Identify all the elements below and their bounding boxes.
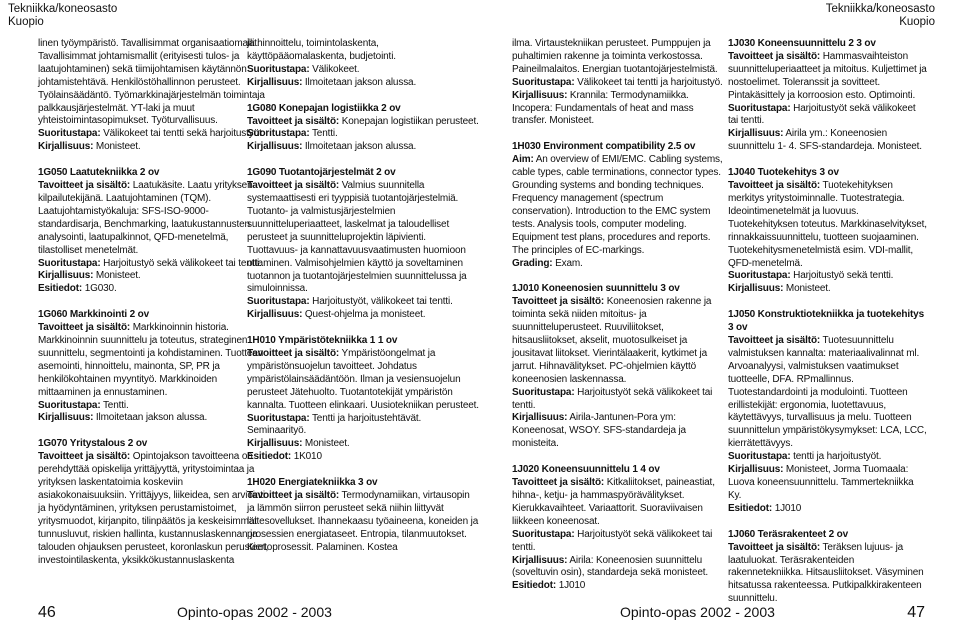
field-value: Tuotesuunnittelu valmistuksen kannalta: materiaalivalinnat ml. Arvoanalyysi, valmistuksen vaatimukset tuotteelle, DFA. RPmallinnus. Tuotestandardointi ja modulointi. Tuotteen erillistekijät: ergonomia, luotettavuus, käytettävyys, turvallisuus ja melu. Tuotteen suunnittelun ympäristökysymykset: LCA, LCC, kierrätettävyys.: [728, 335, 927, 450]
field-value: Termodynamiikan, virtausopin ja lämmön siirron perusteet sekä niihin liittyvät laitesovellukset. Ihannekaasu työaineena, koneiden ja prosessien energiataseet. Entropia, tilanmuutokset. Kiertoprosessit. Palaminen. Kostea: [247, 490, 479, 553]
field-value: Teräksen lujuus- ja laatuluokat. Teräsrakenteiden rakennetekniikka. Hitsausliitokset. Väsyminen hitsatussa rakenteessa. Putkipalkkirakenteen suunnittelu.: [728, 541, 924, 605]
field-value: Koneenosien rakenne ja toiminta sekä niiden mitoitus- ja suunnitteluperusteet. Ruuviliitokset, hitsausliitokset, akselit, muotosulkeiset ja jousitavat liitokset. Vierintälaakerit, kytkimet ja jarrut. Hihnavälitykset. PC-ohjelmien käyttö koneenosien laskennassa.: [512, 296, 712, 385]
footer-title-right: Opinto-opas 2002 - 2003: [620, 604, 775, 620]
course-field: [512, 387, 726, 413]
course-field: [247, 141, 479, 154]
field-label: Kirjallisuus:: [512, 554, 568, 566]
course-field: [38, 270, 270, 283]
course-field: [38, 258, 270, 271]
course-field: [247, 128, 479, 141]
field-label: Suoritustapa:: [247, 128, 310, 140]
field-value: Tuotekehityksen merkitys yritystoiminnalle. Tuotestrategia. Ideointimenetelmät ja luovuus. Tuotekehityksen toteutus. Markkinaselvitykset, rinnakkaissuunnittelu, tuotteen suojaaminen. Tuotekehitysmenetelmistä esim. VDI-mallit, QFD-menetelmä.: [728, 180, 927, 269]
field-value: Airila ym.: Koneenosien suunnittelu 1- 4. SFS-standardeja. Monisteet.: [728, 128, 922, 153]
course-field: [512, 477, 726, 529]
course-field: [247, 296, 479, 309]
course-field: [728, 451, 928, 464]
course-field: [512, 258, 726, 271]
field-label: Suoritustapa:: [247, 63, 310, 75]
field-value: Harjoitustyöt sekä välikokeet tai tentti.: [728, 102, 916, 127]
field-value: Opintojakson tavoitteena on perehdyttää opiskelija yrittäjyyttä, yritystoimintaa ja yrityksen laskentatoimia koskeviin asiakokonaisuuksiin. Yrittäjyys, liikeidea, sen arviointi ja hyödyntäminen, yrityksen perustamistoimet, yritysmuodot, kirjanpito, tilinpäätös ja keskeisimmät tunnusluvut, riskien hallinta, kustannuslaskennan ja talouden ohjauksen perusteet, koronlaskun perusteet, investointilaskenta, yksikkökustannuslaskenta: [38, 451, 269, 566]
field-value: Exam.: [552, 257, 583, 269]
field-label: Kirjallisuus:: [247, 309, 303, 321]
field-label: Tavoitteet ja sisältö:: [728, 180, 821, 192]
body-text: ja hinnoittelu, toimintolaskenta, käyttöpääomalaskenta, budjetointi.: [247, 38, 396, 62]
course-field: [247, 309, 479, 322]
paragraph-gap: [728, 154, 928, 167]
field-value: Välikokeet tai tentti ja harjoitustyö.: [574, 76, 723, 88]
field-value: 1G030.: [82, 283, 117, 295]
course-field: [728, 542, 928, 607]
field-label: Tavoitteet ja sisältö:: [247, 180, 340, 192]
header-right-line1: Tekniikka/koneosasto: [825, 3, 935, 15]
course-heading: 1G050 Laatutekniikka 2 ov: [38, 167, 160, 179]
course-heading: 1H030 Environment compatibility 2.5 ov: [512, 141, 696, 153]
course-field: [512, 529, 726, 555]
field-value: Ilmoitetaan jakson alussa.: [302, 76, 417, 88]
field-value: Ilmoitetaan jakson alussa.: [93, 412, 208, 424]
field-label: Kirjallisuus:: [38, 412, 94, 424]
paragraph-gap: [247, 322, 479, 335]
text-column-2: [247, 38, 479, 555]
field-label: Kirjallisuus:: [247, 141, 303, 153]
course-field: [728, 51, 928, 103]
field-value: Monisteet, Jorma Tuomaala: Luova koneensuunnittelu. Tammertekniikka Ky.: [728, 464, 914, 501]
course-field: [728, 270, 928, 283]
field-value: Välikokeet tai tentti sekä harjoitustyöt.: [100, 128, 265, 140]
course-field: [38, 141, 270, 154]
field-label: Aim:: [512, 154, 534, 166]
course-field: [728, 103, 928, 129]
text-column-3: [512, 38, 726, 593]
field-value: Monisteet.: [783, 283, 831, 295]
field-value: Krannila: Termodynamiikka. Incopera: Fundamentals of heat and mass transfer. Monisteet.: [512, 89, 694, 127]
paragraph-gap: [38, 154, 270, 167]
field-label: Suoritustapa:: [38, 257, 101, 269]
paragraph-gap: [38, 425, 270, 438]
course-heading: 1J040 Tuotekehitys 3 ov: [728, 167, 839, 179]
course-field: [247, 116, 479, 129]
course-heading: 1H020 Energiatekniikka 3 ov: [247, 477, 378, 489]
field-label: Tavoitteet ja sisältö:: [728, 50, 821, 62]
course-heading: 1J010 Koneenosien suunnittelu 3 ov: [512, 283, 680, 295]
field-label: Suoritustapa:: [512, 386, 575, 398]
header-right-line2: Kuopio: [899, 16, 935, 28]
field-value: Tentti.: [100, 399, 129, 411]
course-field: [38, 283, 270, 296]
course-field: [38, 128, 270, 141]
paragraph-gap: [247, 154, 479, 167]
course-field: [512, 154, 726, 257]
field-label: Suoritustapa:: [728, 102, 791, 114]
course-heading: 1J050 Konstruktiotekniikka ja tuotekehitys 3 ov: [728, 309, 924, 334]
field-value: Ympäristöongelmat ja ympäristönsuojelun tavoitteet. Johdatus ympäristölainsäädäntöön. Ilman ja vesiensuojelun perusteet Jätehuolto. Tuotantotekijät ympäristön kannalta. Tuotteen elinkaari. Uusiotekniikan perusteet.: [247, 348, 479, 411]
field-value: An overview of EMI/EMC. Cabling systems, cable types, cable terminations, connector types. Grounding systems and bonding techniques. Frequency management (spectrum conservation). Introduction to the EMC system tests. Analysis tools, computer modeling. Equipment test plans, procedures and reports. The principles of EC-markings.: [512, 154, 723, 256]
header-right: [826, 3, 935, 29]
course-heading: 1G070 Yritystalous 2 ov: [38, 438, 148, 450]
course-heading: 1G060 Markkinointi 2 ov: [38, 309, 150, 321]
field-value: Tentti.: [309, 128, 338, 140]
field-value: Harjoitustyö sekä tentti.: [790, 270, 894, 282]
course-heading: 1H010 Ympäristötekniikka 1 1 ov: [247, 335, 398, 347]
field-label: Suoritustapa:: [247, 296, 310, 308]
field-label: Tavoitteet ja sisältö:: [38, 322, 131, 334]
body-text: linen työympäristö. Tavallisimmat organisaatiomallit. Tavallisimmat johtamismallit (erityisesti tulos- ja laatujohtaminen) sekä tiimijohtamisen käytännön johtamistehtävä. Henkilöstöhallinnon perusteet. Työlainsäädäntö. Työmarkkinajärjestelmän toimintaja palkkausjärjestelmät. YT-laki ja muut yhteistoimintasopimukset. Työturvallisuus.: [38, 38, 265, 127]
course-field: [512, 296, 726, 386]
field-label: Tavoitteet ja sisältö:: [247, 490, 340, 502]
paragraph-gap: [728, 296, 928, 309]
field-label: Kirjallisuus:: [38, 270, 94, 282]
course-field: [247, 64, 479, 77]
course-field: [247, 413, 479, 439]
field-value: Monisteet.: [302, 438, 350, 450]
field-label: Tavoitteet ja sisältö:: [512, 477, 605, 489]
field-label: Kirjallisuus:: [247, 438, 303, 450]
field-value: Markkinoinnin historia. Markkinoinnin suunnittelu ja toteutus, strateginen suunnittelu, segmentointi ja kohdistaminen. Tuotteen asemointi, hinnoittelu, mainonta, SP, PR ja henkilökohtainen myyntityö. Markkinoiden mittaaminen ja ennustaminen.: [38, 322, 264, 398]
field-label: Tavoitteet ja sisältö:: [247, 348, 340, 360]
course-field: [247, 438, 479, 451]
field-label: Suoritustapa:: [728, 451, 791, 463]
course-field: [512, 555, 726, 581]
field-value: 1J010: [556, 580, 586, 592]
field-value: Konepajan logistiikan perusteet.: [339, 115, 479, 127]
course-field: [512, 90, 726, 129]
course-heading: 1J030 Koneensuunnittelu 2 3 ov: [728, 38, 876, 49]
footer-title-left: Opinto-opas 2002 - 2003: [177, 604, 332, 620]
course-field: [38, 451, 270, 567]
course-heading: 1J060 Teräsrakenteet 2 ov: [728, 528, 849, 540]
field-value: Tentti ja harjoitustehtävät. Seminaarityö.: [247, 412, 422, 437]
course-heading: 1J020 Koneensuunnittelu 1 4 ov: [512, 464, 660, 476]
field-value: Ilmoitetaan jakson alussa.: [302, 141, 417, 153]
field-value: tentti ja harjoitustyöt.: [790, 451, 882, 463]
course-field: [247, 490, 479, 555]
field-value: Airila-Jantunen-Pora ym: Koneenosat, WSOY. SFS-standardeja ja monisteita.: [512, 412, 686, 450]
field-label: Kirjallisuus:: [728, 283, 784, 295]
course-field: [728, 503, 928, 516]
field-label: Tavoitteet ja sisältö:: [728, 541, 821, 553]
field-label: Tavoitteet ja sisältö:: [38, 451, 131, 463]
page-number-right: 47: [907, 604, 925, 621]
text-column-1: [38, 38, 270, 567]
paragraph-gap: [512, 451, 726, 464]
page-number-left: 46: [38, 604, 56, 621]
field-value: Valmius suunnitella systemaattisesti eri tyyppisiä tuotantojärjestelmiä. Tuotanto- ja valmistusjärjestelmien suunnitteluperiaatteet, laskelmat ja taloudelliset perusteet ja suunnitteluprojektin läpivienti. Tuottavuus- ja kannattavuusvaatimusten huomioon ottaminen. Valmisohjelmien käyttö ja soveltaminen tuotannon ja tuotantojärjestelmien suunnittelussa ja simuloinnissa.: [247, 180, 467, 295]
course-field: [728, 283, 928, 296]
field-value: Monisteet.: [93, 270, 141, 282]
field-value: Laatukäsite. Laatu yrityksen kilpailutekijänä. Laatujohtaminen (TQM). Laatujohtamistyökaluja: SFS-ISO-9000-standardisarja, Benchmarking, laatukustannusten analysointi, laatupalkinnot, QFD-menetelmä, tilastolliset menetelmät.: [38, 180, 253, 256]
course-field: [247, 348, 479, 413]
field-value: Harjoitustyöt sekä välikokeet tai tentti.: [512, 528, 713, 553]
course-heading: 1G080 Konepajan logistiikka 2 ov: [247, 102, 401, 114]
field-label: Suoritustapa:: [512, 76, 575, 88]
field-value: Harjoitustyöt, välikokeet tai tentti.: [309, 296, 453, 308]
field-value: Monisteet.: [93, 141, 141, 153]
course-field: [38, 412, 270, 425]
field-value: Välikokeet.: [309, 63, 360, 75]
field-value: Airila: Koneenosien suunnittelu (soveltuvin osin), standardeja sekä monisteet.: [512, 554, 708, 579]
paragraph-gap: [247, 90, 479, 103]
field-label: Esitiedot:: [512, 580, 557, 592]
field-label: Kirjallisuus:: [512, 89, 568, 101]
course-heading: 1G090 Tuotantojärjestelmät 2 ov: [247, 167, 396, 179]
course-field: [512, 77, 726, 90]
field-label: Kirjallisuus:: [247, 76, 303, 88]
field-label: Suoritustapa:: [728, 270, 791, 282]
paragraph-gap: [512, 128, 726, 141]
field-label: Suoritustapa:: [247, 412, 310, 424]
body-text: ilma. Virtaustekniikan perusteet. Pumppujen ja puhaltimien rakenne ja toiminta verkostossa. Paineilmalaitos. Energian tuotantojärjestelmistä.: [512, 38, 718, 75]
paragraph-gap: [512, 270, 726, 283]
field-label: Kirjallisuus:: [512, 412, 568, 424]
field-label: Kirjallisuus:: [728, 464, 784, 476]
field-label: Tavoitteet ja sisältö:: [247, 115, 340, 127]
field-label: Kirjallisuus:: [38, 141, 94, 153]
field-value: Harjoitustyö sekä välikokeet tai tentti.: [100, 257, 262, 269]
course-field: [247, 180, 479, 296]
course-field: [38, 180, 270, 257]
field-label: Tavoitteet ja sisältö:: [38, 180, 131, 192]
field-label: Suoritustapa:: [38, 128, 101, 140]
header-left: [8, 3, 117, 29]
course-field: [728, 180, 928, 270]
course-field: [38, 322, 270, 399]
field-label: Grading:: [512, 257, 553, 269]
course-field: [247, 77, 479, 90]
header-left-line2: Kuopio: [8, 16, 44, 28]
course-field: [38, 400, 270, 413]
field-value: Kitkaliitokset, paineastiat, hihna-, ketju- ja hammaspyörävälitykset. Kierukkavaihteet. Variaattorit. Suoraviivaisen liikkeen koneenosat.: [512, 477, 715, 527]
field-label: Tavoitteet ja sisältö:: [728, 335, 821, 347]
field-label: Suoritustapa:: [38, 399, 101, 411]
field-label: Suoritustapa:: [512, 528, 575, 540]
field-label: Esitiedot:: [247, 451, 292, 463]
header-left-line1: Tekniikka/koneosasto: [8, 3, 118, 15]
text-column-4: [728, 38, 928, 606]
field-value: 1K010: [291, 451, 322, 463]
course-field: [512, 580, 726, 593]
field-value: 1J010: [772, 502, 802, 514]
course-field: [247, 451, 479, 464]
course-field: [728, 464, 928, 503]
course-field: [512, 412, 726, 451]
field-value: Hammasvaihteiston suunnitteluperiaatteet ja mitoitus. Kuljettimet ja nostoelimet. Toleranssit ja sovitteet. Pintakäsittely ja korroosion esto. Optimointi.: [728, 50, 927, 101]
paragraph-gap: [38, 296, 270, 309]
field-label: Esitiedot:: [728, 502, 773, 514]
paragraph-gap: [247, 464, 479, 477]
field-value: Harjoitustyöt sekä välikokeet tai tentti.: [512, 386, 713, 411]
field-label: Kirjallisuus:: [728, 128, 784, 140]
course-field: [728, 128, 928, 154]
field-value: Quest-ohjelma ja monisteet.: [302, 309, 426, 321]
field-label: Esitiedot:: [38, 283, 83, 295]
course-field: [728, 335, 928, 451]
field-label: Tavoitteet ja sisältö:: [512, 296, 605, 308]
paragraph-gap: [728, 516, 928, 529]
